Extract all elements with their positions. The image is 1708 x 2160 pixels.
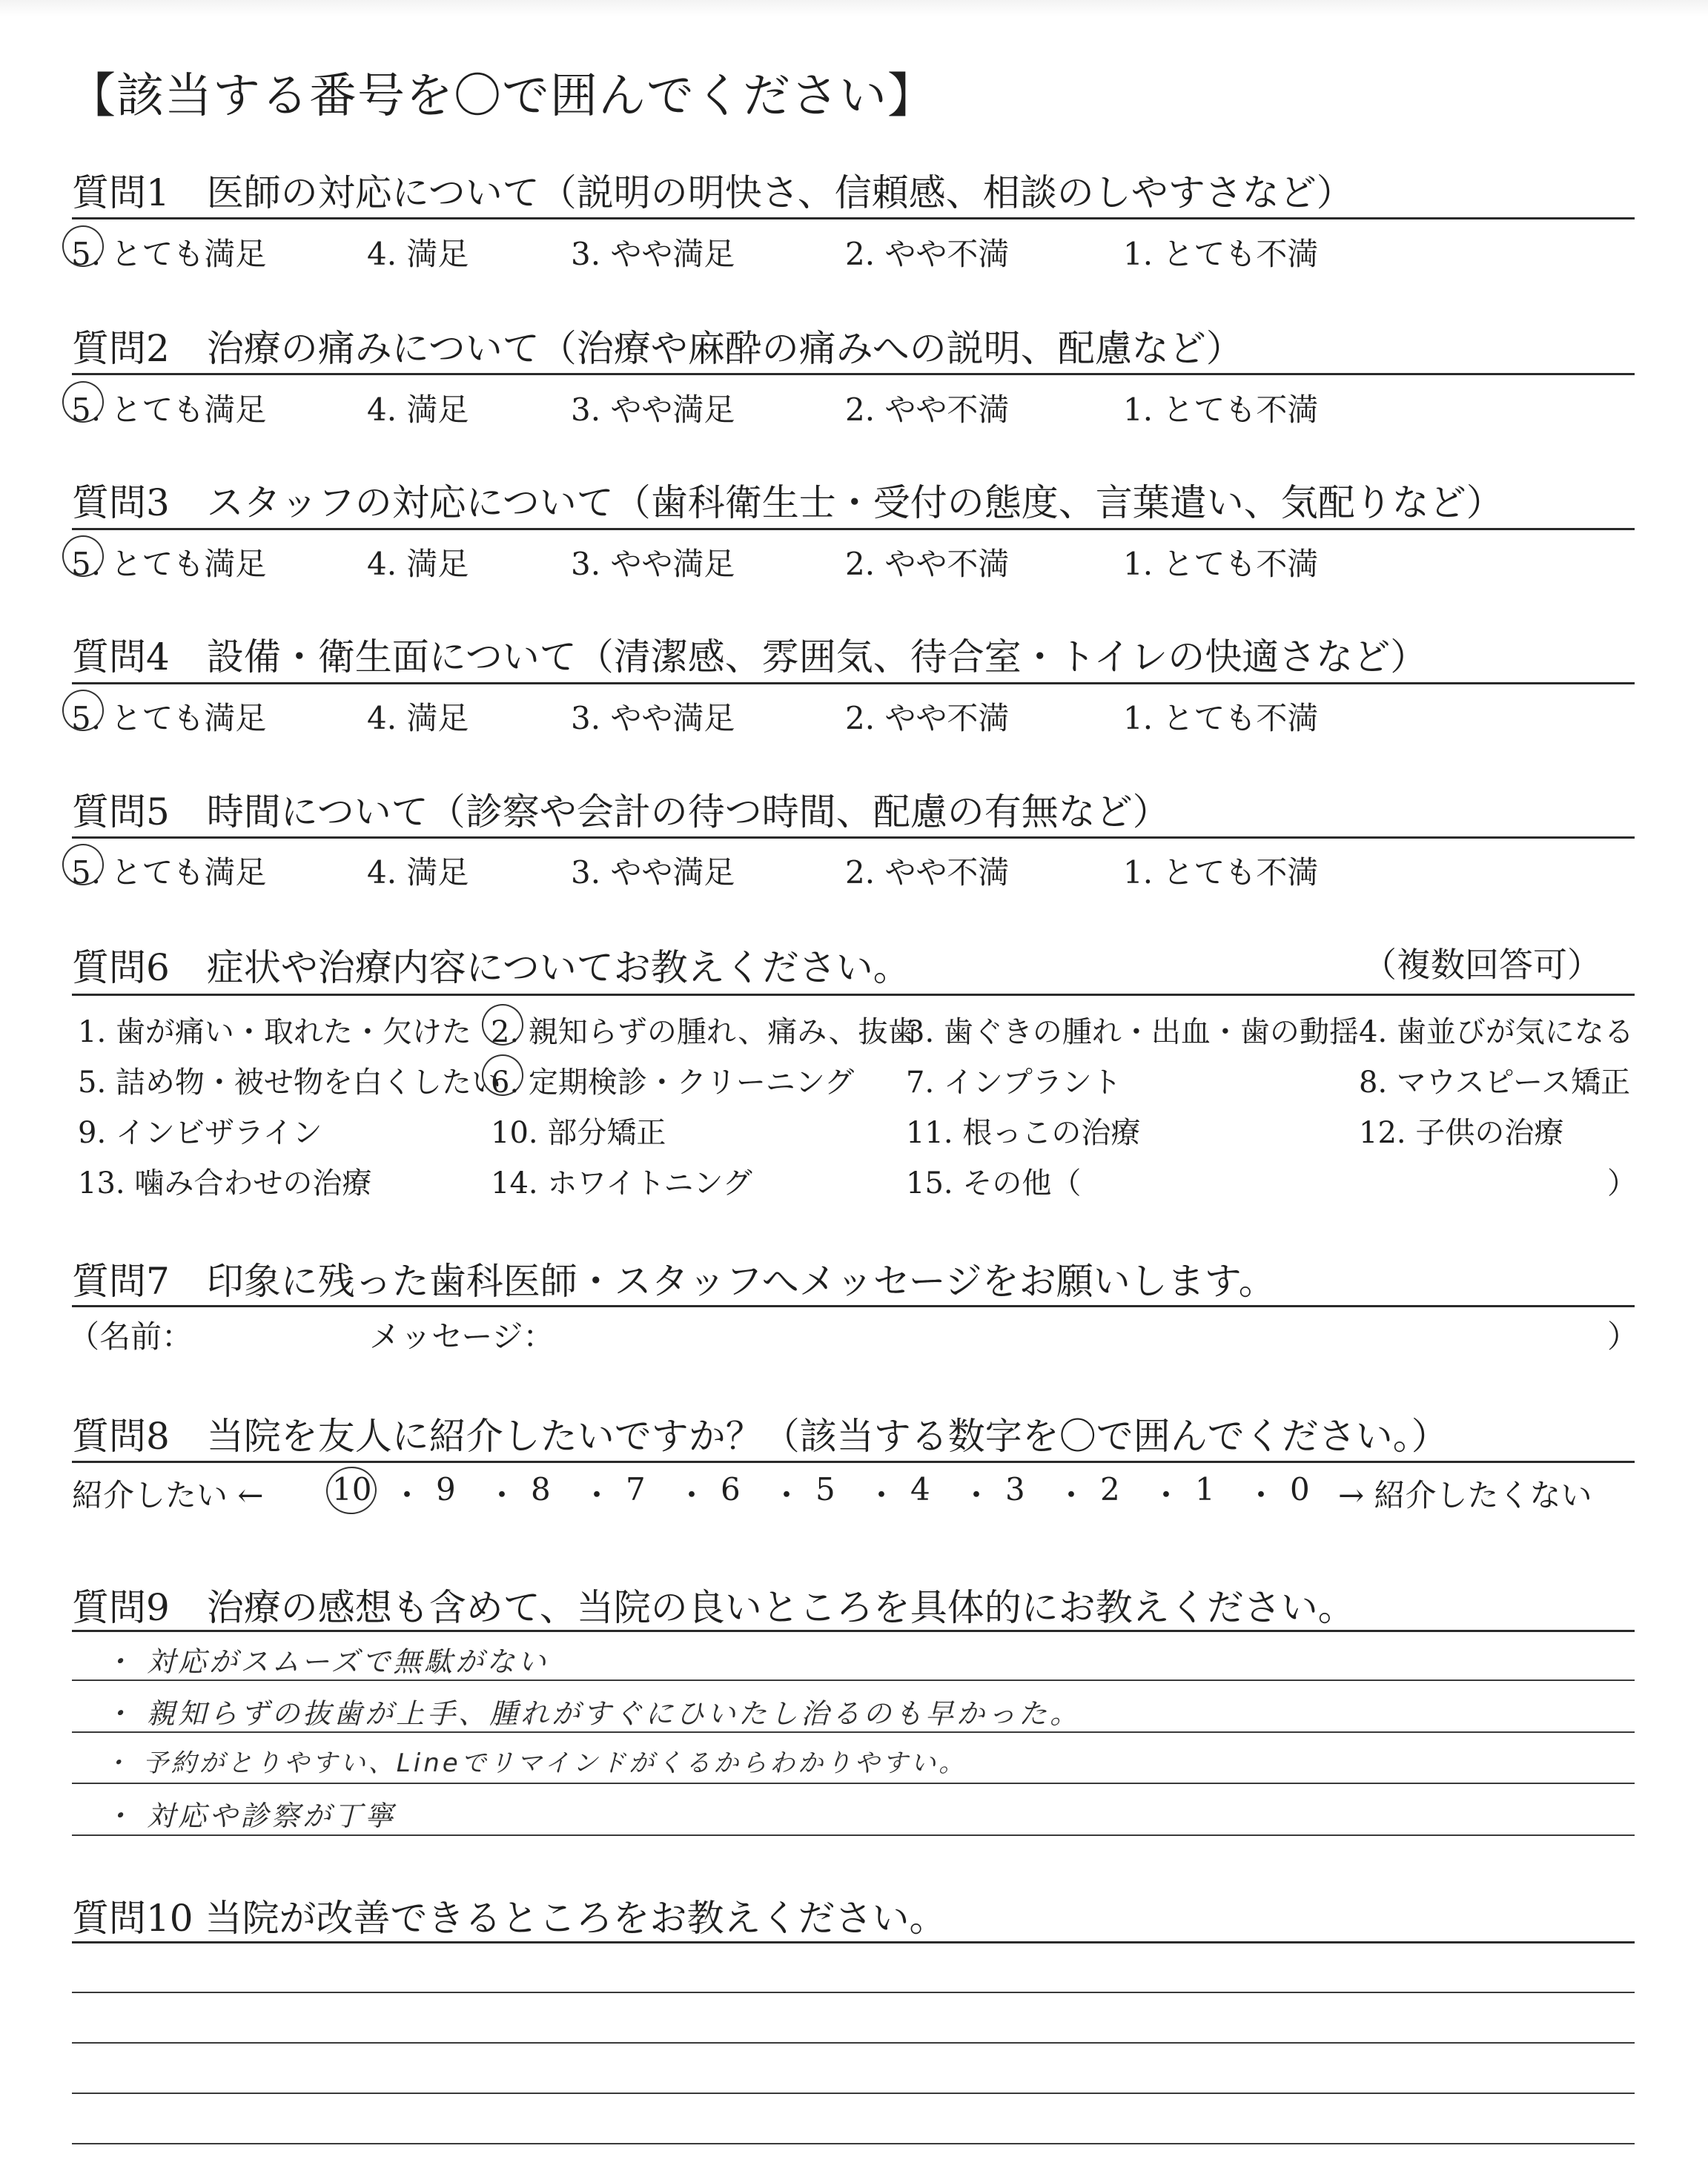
scale-separator: ・ — [581, 1477, 613, 1513]
q6-option-10[interactable]: 10. 部分矯正 — [491, 1116, 666, 1150]
handwritten-answer: ・ 親知らずの抜歯が上手、腫れがすぐにひいたし治るのも早かった。 — [104, 1697, 1082, 1730]
q6-option-1[interactable]: 1. 歯が痛い・取れた・欠けた — [78, 1015, 471, 1049]
handwritten-answer: ・ 対応がスムーズで無駄がない — [104, 1645, 549, 1678]
question-3-title: 質問3 スタッフの対応について（歯科衛生士・受付の態度、言葉遣い、気配りなど） — [72, 481, 1503, 524]
score-3[interactable]: 3 — [1005, 1471, 1025, 1507]
question-10-title: 質問10 当院が改善できるところをお教えください。 — [72, 1897, 947, 1940]
q1-option-5[interactable]: 5. とても満足 — [71, 236, 267, 272]
q1-option-3[interactable]: 3. やや満足 — [571, 236, 735, 272]
question-7-title: 質問7 印象に残った歯科医師・スタッフへメッセージをお願いします。 — [72, 1260, 1276, 1303]
answer-line[interactable] — [72, 2143, 1635, 2144]
question-5-rule — [72, 836, 1635, 839]
q6-option-14[interactable]: 14. ホワイトニング — [491, 1166, 752, 1200]
scale-separator: ・ — [1151, 1477, 1182, 1513]
recommend-right-label: → 紹介したくない — [1338, 1477, 1592, 1513]
q3-option-5[interactable]: 5. とても満足 — [71, 546, 267, 582]
q4-option-5[interactable]: 5. とても満足 — [71, 700, 267, 736]
q5-option-4[interactable]: 4. 満足 — [367, 854, 469, 891]
message-close: ） — [1607, 1318, 1639, 1355]
question-10-rule — [72, 1941, 1635, 1943]
answer-line — [72, 1680, 1635, 1681]
multiple-answers-note: （複数回答可） — [1363, 945, 1601, 985]
scale-separator: ・ — [391, 1477, 423, 1513]
score-2[interactable]: 2 — [1100, 1471, 1120, 1507]
answer-line — [72, 1731, 1635, 1733]
q6-option-12[interactable]: 12. 子供の治療 — [1359, 1116, 1564, 1150]
q6-option-8[interactable]: 8. マウスピース矯正 — [1359, 1066, 1631, 1100]
question-5-title: 質問5 時間について（診察や会計の待つ時間、配慮の有無など） — [72, 790, 1170, 833]
q6-option-4[interactable]: 4. 歯並びが気になる — [1359, 1015, 1634, 1049]
question-1-rule — [72, 217, 1635, 219]
scale-separator: ・ — [1056, 1477, 1088, 1513]
scan-edge — [0, 0, 1708, 16]
question-2-rule — [72, 373, 1635, 375]
score-6[interactable]: 6 — [721, 1471, 741, 1507]
question-4-title: 質問4 設備・衛生面について（清潔感、雰囲気、待合室・トイレの快適さなど） — [72, 635, 1428, 678]
score-9[interactable]: 9 — [436, 1471, 456, 1507]
q6-option-3[interactable]: 3. 歯ぐきの腫れ・出血・歯の動揺 — [906, 1015, 1359, 1049]
q6-option-9[interactable]: 9. インビザライン — [78, 1116, 322, 1150]
scale-separator: ・ — [676, 1477, 708, 1513]
q5-option-3[interactable]: 3. やや満足 — [571, 854, 735, 891]
score-5[interactable]: 5 — [815, 1471, 835, 1507]
q3-option-1[interactable]: 1. とても不満 — [1123, 546, 1319, 582]
question-6-title: 質問6 症状や治療内容についてお教えください。 — [72, 946, 910, 989]
question-9-rule — [72, 1630, 1635, 1632]
question-6-rule — [72, 994, 1635, 996]
scale-separator: ・ — [866, 1477, 898, 1513]
scale-separator: ・ — [486, 1477, 518, 1513]
q5-option-5[interactable]: 5. とても満足 — [71, 854, 267, 891]
scale-separator: ・ — [961, 1477, 993, 1513]
q3-option-2[interactable]: 2. やや不満 — [845, 546, 1010, 582]
q1-option-4[interactable]: 4. 満足 — [367, 236, 469, 272]
q1-option-1[interactable]: 1. とても不満 — [1123, 236, 1319, 272]
answer-line — [72, 1783, 1635, 1784]
q2-option-1[interactable]: 1. とても不満 — [1123, 392, 1319, 428]
q6-option-15[interactable]: 15. その他（ — [906, 1166, 1082, 1200]
handwritten-answer: ・ 対応や診察が丁寧 — [104, 1800, 397, 1832]
q2-option-3[interactable]: 3. やや満足 — [571, 392, 735, 428]
recommend-left-label: 紹介したい ← — [72, 1477, 264, 1513]
question-8-rule — [72, 1461, 1635, 1463]
q6-option-13[interactable]: 13. 噛み合わせの治療 — [78, 1166, 372, 1200]
answer-line — [72, 1834, 1635, 1836]
q6-option-2[interactable]: 2. 親知らずの腫れ、痛み、抜歯 — [491, 1015, 918, 1049]
name-label[interactable]: （名前： — [68, 1318, 193, 1355]
q6-option-6[interactable]: 6. 定期検診・クリーニング — [491, 1066, 855, 1100]
q2-option-4[interactable]: 4. 満足 — [367, 392, 469, 428]
question-1-title: 質問1 医師の対応について（説明の明快さ、信頼感、相談のしやすさなど） — [72, 171, 1354, 214]
message-label[interactable]: メッセージ： — [369, 1318, 555, 1355]
q6-option-11[interactable]: 11. 根っこの治療 — [906, 1116, 1141, 1150]
q2-option-2[interactable]: 2. やや不満 — [845, 392, 1010, 428]
q4-option-1[interactable]: 1. とても不満 — [1123, 700, 1319, 736]
q6-option-5[interactable]: 5. 詰め物・被せ物を白くしたい — [78, 1066, 501, 1100]
score-7[interactable]: 7 — [626, 1471, 646, 1507]
question-2-title: 質問2 治療の痛みについて（治療や麻酔の痛みへの説明、配慮など） — [72, 327, 1243, 370]
q6-option-7[interactable]: 7. インプラント — [906, 1066, 1122, 1100]
score-4[interactable]: 4 — [910, 1471, 930, 1507]
question-8-title: 質問8 当院を友人に紹介したいですか？（該当する数字を〇で囲んでください。） — [72, 1415, 1449, 1458]
answer-line[interactable] — [72, 2042, 1635, 2044]
score-0[interactable]: 0 — [1290, 1471, 1310, 1507]
question-3-rule — [72, 528, 1635, 530]
q2-option-5[interactable]: 5. とても満足 — [71, 392, 267, 428]
score-1[interactable]: 1 — [1195, 1471, 1215, 1507]
q5-option-2[interactable]: 2. やや不満 — [845, 854, 1010, 891]
question-9-title: 質問9 治療の感想も含めて、当院の良いところを具体的にお教えください。 — [72, 1586, 1355, 1629]
q4-option-2[interactable]: 2. やや不満 — [845, 700, 1010, 736]
q5-option-1[interactable]: 1. とても不満 — [1123, 854, 1319, 891]
answer-line[interactable] — [72, 1992, 1635, 1993]
scale-separator: ・ — [771, 1477, 803, 1513]
q3-option-3[interactable]: 3. やや満足 — [571, 546, 735, 582]
handwritten-answer: ・ 予約がとりやすい、Lineでリマインドがくるからわかりやすい。 — [104, 1748, 967, 1778]
score-10[interactable]: 10 — [332, 1471, 372, 1507]
score-8[interactable]: 8 — [531, 1471, 551, 1507]
form-heading: 【該当する番号を〇で囲んでください】 — [68, 69, 936, 124]
q3-option-4[interactable]: 4. 満足 — [367, 546, 469, 582]
scale-separator: ・ — [1245, 1477, 1277, 1513]
q6-option-15-close: ） — [1607, 1166, 1637, 1200]
q1-option-2[interactable]: 2. やや不満 — [845, 236, 1010, 272]
question-7-rule — [72, 1305, 1635, 1307]
q4-option-3[interactable]: 3. やや満足 — [571, 700, 735, 736]
q4-option-4[interactable]: 4. 満足 — [367, 700, 469, 736]
question-4-rule — [72, 682, 1635, 684]
answer-line[interactable] — [72, 2093, 1635, 2094]
